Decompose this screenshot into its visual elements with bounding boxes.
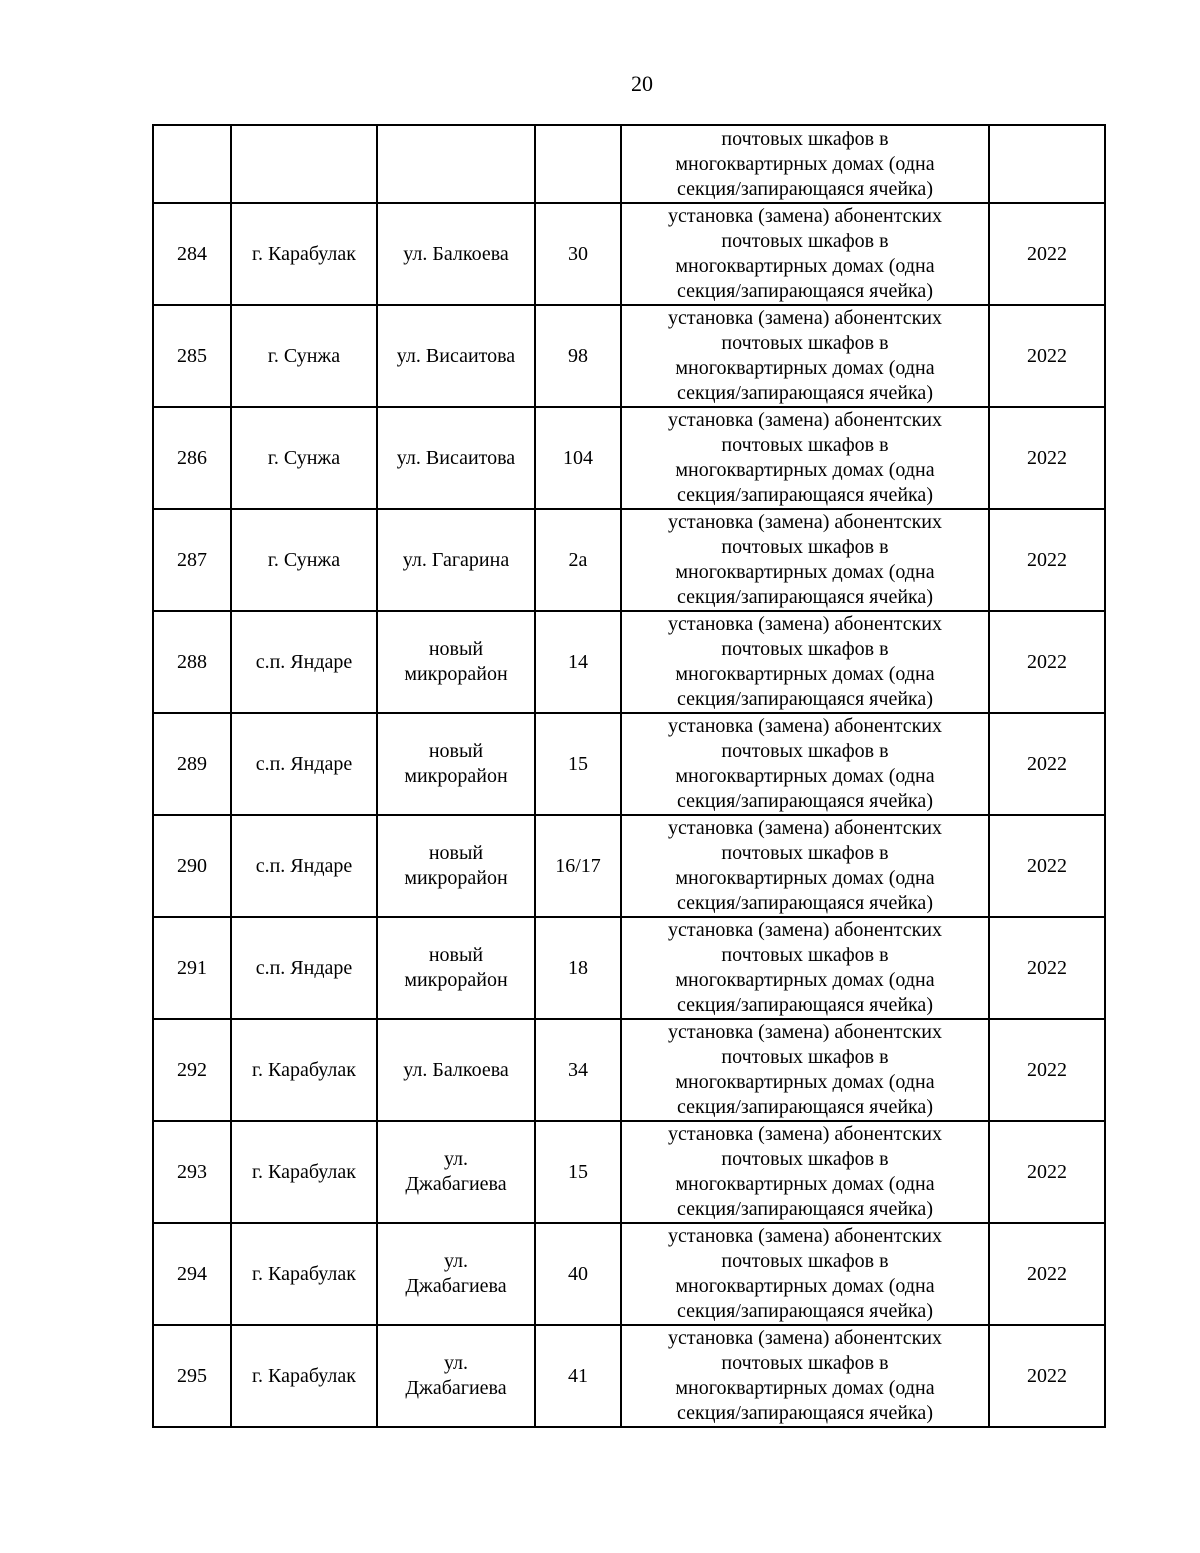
cell-street: новый микрорайон: [377, 917, 535, 1019]
cell-house: 14: [535, 611, 621, 713]
table-row: [153, 1223, 1105, 1325]
cell-house: 2а: [535, 509, 621, 611]
table-row: [153, 203, 1105, 305]
cell-work: установка (замена) абонентских почтовых шкафов в многоквартирных домах (одна секция/запирающаяся ячейка): [621, 1019, 989, 1121]
cell-house: 15: [535, 1121, 621, 1223]
table-row: [153, 611, 1105, 713]
cell-house: 41: [535, 1325, 621, 1427]
cell-year: 2022: [989, 611, 1105, 713]
cell-year: 2022: [989, 203, 1105, 305]
cell-year: 2022: [989, 1019, 1105, 1121]
cell-number: 284: [153, 203, 231, 305]
cell-work: установка (замена) абонентских почтовых шкафов в многоквартирных домах (одна секция/запирающаяся ячейка): [621, 1223, 989, 1325]
table-row: [153, 1325, 1105, 1427]
table-row: [153, 305, 1105, 407]
table-body: [153, 125, 1105, 1427]
cell-work: установка (замена) абонентских почтовых шкафов в многоквартирных домах (одна секция/запирающаяся ячейка): [621, 1325, 989, 1427]
cell-settlement: г. Карабулак: [231, 1121, 377, 1223]
cell-settlement: с.п. Яндаре: [231, 611, 377, 713]
cell-number: 295: [153, 1325, 231, 1427]
cell-number: [153, 125, 231, 203]
table-row: [153, 1121, 1105, 1223]
cell-number: 289: [153, 713, 231, 815]
cell-settlement: [231, 125, 377, 203]
cell-year: 2022: [989, 917, 1105, 1019]
cell-work: установка (замена) абонентских почтовых шкафов в многоквартирных домах (одна секция/запирающаяся ячейка): [621, 713, 989, 815]
registry-table: [152, 124, 1106, 1428]
cell-year: 2022: [989, 815, 1105, 917]
cell-number: 292: [153, 1019, 231, 1121]
cell-settlement: г. Карабулак: [231, 203, 377, 305]
cell-settlement: с.п. Яндаре: [231, 815, 377, 917]
cell-year: 2022: [989, 1121, 1105, 1223]
cell-year: 2022: [989, 713, 1105, 815]
cell-number: 290: [153, 815, 231, 917]
cell-year: 2022: [989, 509, 1105, 611]
continuation-row: [153, 125, 1105, 203]
cell-work: установка (замена) абонентских почтовых шкафов в многоквартирных домах (одна секция/запирающаяся ячейка): [621, 815, 989, 917]
cell-work: установка (замена) абонентских почтовых шкафов в многоквартирных домах (одна секция/запирающаяся ячейка): [621, 407, 989, 509]
cell-street: ул. Висаитова: [377, 407, 535, 509]
cell-house: 40: [535, 1223, 621, 1325]
cell-street: новый микрорайон: [377, 815, 535, 917]
cell-street: ул. Висаитова: [377, 305, 535, 407]
cell-work: почтовых шкафов в многоквартирных домах (одна секция/запирающаяся ячейка): [621, 125, 989, 203]
cell-work: установка (замена) абонентских почтовых шкафов в многоквартирных домах (одна секция/запирающаяся ячейка): [621, 917, 989, 1019]
cell-work: установка (замена) абонентских почтовых шкафов в многоквартирных домах (одна секция/запирающаяся ячейка): [621, 305, 989, 407]
table-row: [153, 407, 1105, 509]
cell-year: [989, 125, 1105, 203]
cell-street: ул. Джабагиева: [377, 1325, 535, 1427]
cell-settlement: г. Карабулак: [231, 1223, 377, 1325]
page-number: 20: [631, 71, 653, 96]
cell-house: 30: [535, 203, 621, 305]
cell-number: 294: [153, 1223, 231, 1325]
cell-number: 285: [153, 305, 231, 407]
cell-house: 98: [535, 305, 621, 407]
cell-settlement: г. Сунжа: [231, 407, 377, 509]
cell-settlement: г. Сунжа: [231, 509, 377, 611]
cell-house: 18: [535, 917, 621, 1019]
table-row: [153, 917, 1105, 1019]
cell-street: новый микрорайон: [377, 713, 535, 815]
cell-settlement: г. Карабулак: [231, 1325, 377, 1427]
cell-work: установка (замена) абонентских почтовых шкафов в многоквартирных домах (одна секция/запирающаяся ячейка): [621, 611, 989, 713]
cell-house: 16/17: [535, 815, 621, 917]
cell-year: 2022: [989, 1223, 1105, 1325]
cell-street: ул. Балкоева: [377, 203, 535, 305]
table-row: [153, 713, 1105, 815]
cell-year: 2022: [989, 305, 1105, 407]
cell-number: 286: [153, 407, 231, 509]
cell-number: 288: [153, 611, 231, 713]
cell-year: 2022: [989, 407, 1105, 509]
cell-work: установка (замена) абонентских почтовых шкафов в многоквартирных домах (одна секция/запирающаяся ячейка): [621, 1121, 989, 1223]
cell-number: 291: [153, 917, 231, 1019]
cell-house: 15: [535, 713, 621, 815]
cell-year: 2022: [989, 1325, 1105, 1427]
table-row: [153, 815, 1105, 917]
cell-street: ул. Джабагиева: [377, 1223, 535, 1325]
cell-street: ул. Балкоева: [377, 1019, 535, 1121]
cell-number: 293: [153, 1121, 231, 1223]
cell-settlement: г. Сунжа: [231, 305, 377, 407]
cell-house: 34: [535, 1019, 621, 1121]
cell-settlement: с.п. Яндаре: [231, 917, 377, 1019]
cell-settlement: г. Карабулак: [231, 1019, 377, 1121]
cell-house: 104: [535, 407, 621, 509]
cell-number: 287: [153, 509, 231, 611]
cell-work: установка (замена) абонентских почтовых шкафов в многоквартирных домах (одна секция/запирающаяся ячейка): [621, 203, 989, 305]
cell-settlement: с.п. Яндаре: [231, 713, 377, 815]
cell-street: ул. Джабагиева: [377, 1121, 535, 1223]
cell-street: новый микрорайон: [377, 611, 535, 713]
table-row: [153, 509, 1105, 611]
cell-street: ул. Гагарина: [377, 509, 535, 611]
table-row: [153, 1019, 1105, 1121]
cell-street: [377, 125, 535, 203]
cell-house: [535, 125, 621, 203]
cell-work: установка (замена) абонентских почтовых шкафов в многоквартирных домах (одна секция/запирающаяся ячейка): [621, 509, 989, 611]
